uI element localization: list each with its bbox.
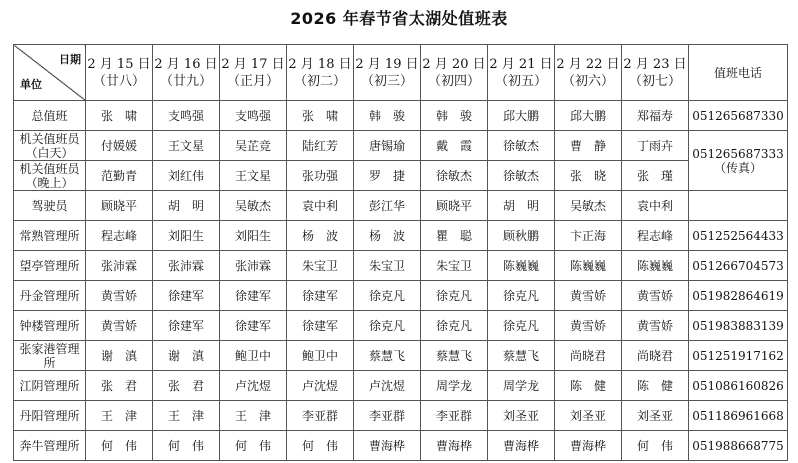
phone-cell bbox=[689, 191, 788, 221]
date-label: 2 月 15 日 bbox=[87, 56, 151, 72]
duty-person-cell: 蔡慧飞 bbox=[421, 341, 488, 371]
duty-person-cell: 黄雪娇 bbox=[622, 281, 689, 311]
table-row bbox=[14, 341, 788, 371]
phone-cell: 051086160826 bbox=[689, 371, 788, 401]
duty-person-cell: 何 伟 bbox=[86, 431, 153, 461]
duty-person-cell: 袁中利 bbox=[287, 191, 354, 221]
duty-person-cell: 支鸣强 bbox=[220, 101, 287, 131]
duty-person-cell: 邱大鹏 bbox=[555, 101, 622, 131]
unit-name: 驾驶员 bbox=[31, 198, 68, 213]
duty-person-cell: 李亚群 bbox=[421, 401, 488, 431]
duty-person-cell: 吴芷竞 bbox=[220, 131, 287, 161]
header-row bbox=[14, 45, 788, 101]
unit-name: 常熟管理所 bbox=[19, 228, 80, 243]
duty-person-cell: 曹海桦 bbox=[488, 431, 555, 461]
duty-person-cell: 黄雪娇 bbox=[555, 281, 622, 311]
lunar-label: （廿八） bbox=[92, 73, 145, 89]
duty-person-cell: 胡 明 bbox=[153, 191, 220, 221]
duty-person-cell: 韩 骏 bbox=[354, 101, 421, 131]
unit-name: 钟楼管理所 bbox=[19, 318, 80, 333]
duty-person-cell: 张沛霖 bbox=[86, 251, 153, 281]
duty-person-cell: 杨 波 bbox=[287, 221, 354, 251]
duty-person-cell: 刘圣亚 bbox=[488, 401, 555, 431]
duty-person-cell: 陈 健 bbox=[622, 371, 689, 401]
table-row bbox=[14, 191, 788, 221]
phone-cell: 051265687330 bbox=[689, 101, 788, 131]
duty-person-cell: 顾秋鹏 bbox=[488, 221, 555, 251]
duty-person-cell: 吴敏杰 bbox=[220, 191, 287, 221]
duty-person-cell: 吴敏杰 bbox=[555, 191, 622, 221]
duty-person-cell: 何 伟 bbox=[287, 431, 354, 461]
unit-name: 总值班 bbox=[31, 108, 68, 123]
table-body bbox=[14, 101, 788, 461]
date-label: 2 月 22 日 bbox=[556, 56, 620, 72]
table-row bbox=[14, 101, 788, 131]
phone-fax-cell bbox=[689, 131, 788, 191]
table-row bbox=[14, 371, 788, 401]
unit-name: 张家港管理 bbox=[19, 341, 80, 356]
unit-cell bbox=[14, 191, 86, 221]
unit-name: 江阴管理所 bbox=[19, 378, 80, 393]
duty-person-cell: 陈巍巍 bbox=[488, 251, 555, 281]
unit-name-suffix: 所 bbox=[43, 355, 56, 370]
duty-person-cell: 陈 健 bbox=[555, 371, 622, 401]
date-header bbox=[488, 45, 555, 101]
duty-person-cell: 胡 明 bbox=[488, 191, 555, 221]
phone-cell: 051983883139 bbox=[689, 311, 788, 341]
duty-person-cell: 付媛媛 bbox=[86, 131, 153, 161]
duty-person-cell: 张 晓 bbox=[555, 161, 622, 191]
page-title: 2026 年春节省太湖处值班表 bbox=[290, 9, 508, 28]
duty-person-cell: 刘圣亚 bbox=[622, 401, 689, 431]
table-row bbox=[14, 281, 788, 311]
duty-person-cell: 李亚群 bbox=[354, 401, 421, 431]
duty-person-cell: 徐克凡 bbox=[421, 311, 488, 341]
duty-person-cell: 曹海桦 bbox=[354, 431, 421, 461]
date-label: 2 月 17 日 bbox=[221, 56, 285, 72]
date-header bbox=[555, 45, 622, 101]
duty-table bbox=[13, 44, 788, 461]
date-header bbox=[622, 45, 689, 101]
duty-person-cell: 王文星 bbox=[220, 161, 287, 191]
lunar-label: （初七） bbox=[628, 73, 681, 89]
table-row bbox=[14, 311, 788, 341]
duty-person-cell: 程志峰 bbox=[622, 221, 689, 251]
duty-person-cell: 程志峰 bbox=[86, 221, 153, 251]
date-label: 2 月 19 日 bbox=[355, 56, 419, 72]
duty-person-cell: 王 津 bbox=[220, 401, 287, 431]
duty-person-cell: 张沛霖 bbox=[153, 251, 220, 281]
duty-person-cell: 鲍卫中 bbox=[287, 341, 354, 371]
duty-person-cell: 刘阳生 bbox=[220, 221, 287, 251]
table-row bbox=[14, 431, 788, 461]
duty-person-cell: 杨 波 bbox=[354, 221, 421, 251]
duty-person-cell: 鲍卫中 bbox=[220, 341, 287, 371]
duty-person-cell: 邱大鹏 bbox=[488, 101, 555, 131]
unit-name-suffix: （晚上） bbox=[25, 175, 74, 190]
unit-name: 奔牛管理所 bbox=[19, 438, 80, 453]
unit-name: 丹阳管理所 bbox=[19, 408, 80, 423]
duty-person-cell: 罗 捷 bbox=[354, 161, 421, 191]
duty-person-cell: 袁中利 bbox=[622, 191, 689, 221]
duty-person-cell: 徐克凡 bbox=[354, 311, 421, 341]
date-label: 2 月 21 日 bbox=[489, 56, 553, 72]
duty-person-cell: 刘圣亚 bbox=[555, 401, 622, 431]
unit-cell bbox=[14, 371, 86, 401]
duty-person-cell: 徐克凡 bbox=[488, 281, 555, 311]
duty-person-cell: 王 津 bbox=[153, 401, 220, 431]
duty-person-cell: 黄雪娇 bbox=[86, 281, 153, 311]
lunar-label: （初三） bbox=[360, 73, 413, 89]
duty-person-cell: 陈巍巍 bbox=[555, 251, 622, 281]
date-axis-label: 日期 bbox=[59, 53, 81, 66]
table-row bbox=[14, 251, 788, 281]
table-row bbox=[14, 401, 788, 431]
duty-person-cell: 周学龙 bbox=[421, 371, 488, 401]
phone-cell: 051982864619 bbox=[689, 281, 788, 311]
phone-cell: 051251917162 bbox=[689, 341, 788, 371]
duty-person-cell: 周学龙 bbox=[488, 371, 555, 401]
duty-person-cell: 何 伟 bbox=[220, 431, 287, 461]
date-label: 2 月 20 日 bbox=[422, 56, 486, 72]
duty-person-cell: 张 啸 bbox=[287, 101, 354, 131]
duty-person-cell: 蔡慧飞 bbox=[354, 341, 421, 371]
duty-person-cell: 瞿 聪 bbox=[421, 221, 488, 251]
phone-cell: 051266704573 bbox=[689, 251, 788, 281]
duty-person-cell: 陆红芳 bbox=[287, 131, 354, 161]
duty-person-cell: 徐克凡 bbox=[421, 281, 488, 311]
duty-person-cell: 陈巍巍 bbox=[622, 251, 689, 281]
phone-cell: 051186961668 bbox=[689, 401, 788, 431]
duty-person-cell: 曹 静 bbox=[555, 131, 622, 161]
duty-person-cell: 朱宝卫 bbox=[421, 251, 488, 281]
date-label: 2 月 23 日 bbox=[623, 56, 687, 72]
unit-cell bbox=[14, 131, 86, 161]
duty-person-cell: 徐敏杰 bbox=[421, 161, 488, 191]
unit-name-suffix: （白天） bbox=[25, 145, 74, 160]
lunar-label: （初五） bbox=[494, 73, 547, 89]
duty-person-cell: 王文星 bbox=[153, 131, 220, 161]
date-header bbox=[220, 45, 287, 101]
unit-name: 望亭管理所 bbox=[19, 258, 80, 273]
duty-person-cell: 刘阳生 bbox=[153, 221, 220, 251]
lunar-label: （初四） bbox=[427, 73, 480, 89]
table-row bbox=[14, 161, 788, 191]
duty-person-cell: 徐敏杰 bbox=[488, 131, 555, 161]
unit-cell bbox=[14, 101, 86, 131]
duty-person-cell: 彭江华 bbox=[354, 191, 421, 221]
duty-person-cell: 张沛霖 bbox=[220, 251, 287, 281]
lunar-label: （正月） bbox=[226, 73, 279, 89]
phone-cell: 051252564433 bbox=[689, 221, 788, 251]
date-header bbox=[287, 45, 354, 101]
duty-person-cell: 李亚群 bbox=[287, 401, 354, 431]
duty-person-cell: 张 啸 bbox=[86, 101, 153, 131]
date-label: 2 月 18 日 bbox=[288, 56, 352, 72]
duty-person-cell: 徐建军 bbox=[220, 281, 287, 311]
unit-cell bbox=[14, 341, 86, 371]
duty-person-cell: 卞正海 bbox=[555, 221, 622, 251]
duty-person-cell: 卢沈煜 bbox=[287, 371, 354, 401]
date-header bbox=[421, 45, 488, 101]
unit-name: 丹金管理所 bbox=[19, 288, 80, 303]
duty-person-cell: 戴 霞 bbox=[421, 131, 488, 161]
unit-cell bbox=[14, 161, 86, 191]
date-header bbox=[153, 45, 220, 101]
duty-person-cell: 张功强 bbox=[287, 161, 354, 191]
duty-person-cell: 韩 骏 bbox=[421, 101, 488, 131]
duty-person-cell: 卢沈煜 bbox=[354, 371, 421, 401]
duty-person-cell: 张 君 bbox=[153, 371, 220, 401]
duty-person-cell: 徐建军 bbox=[153, 281, 220, 311]
duty-person-cell: 黄雪娇 bbox=[86, 311, 153, 341]
duty-person-cell: 张 君 bbox=[86, 371, 153, 401]
lunar-label: （廿九） bbox=[159, 73, 212, 89]
duty-person-cell: 黄雪娇 bbox=[555, 311, 622, 341]
duty-person-cell: 何 伟 bbox=[622, 431, 689, 461]
lunar-label: （初二） bbox=[293, 73, 346, 89]
unit-cell bbox=[14, 431, 86, 461]
duty-person-cell: 支鸣强 bbox=[153, 101, 220, 131]
duty-person-cell: 唐锡瑜 bbox=[354, 131, 421, 161]
duty-person-cell: 朱宝卫 bbox=[287, 251, 354, 281]
unit-cell bbox=[14, 311, 86, 341]
unit-cell bbox=[14, 281, 86, 311]
date-label: 2 月 16 日 bbox=[154, 56, 218, 72]
date-header bbox=[354, 45, 421, 101]
duty-person-cell: 王 津 bbox=[86, 401, 153, 431]
duty-person-cell: 徐建军 bbox=[287, 281, 354, 311]
duty-person-cell: 谢 滇 bbox=[153, 341, 220, 371]
unit-cell bbox=[14, 401, 86, 431]
duty-person-cell: 尚晓君 bbox=[622, 341, 689, 371]
duty-person-cell: 曹海桦 bbox=[421, 431, 488, 461]
duty-person-cell: 徐克凡 bbox=[354, 281, 421, 311]
duty-person-cell: 曹海桦 bbox=[555, 431, 622, 461]
duty-person-cell: 徐建军 bbox=[220, 311, 287, 341]
phone-header: 值班电话 bbox=[689, 45, 788, 101]
duty-person-cell: 徐敏杰 bbox=[488, 161, 555, 191]
unit-cell bbox=[14, 221, 86, 251]
lunar-label: （初六） bbox=[561, 73, 614, 89]
duty-person-cell: 徐建军 bbox=[153, 311, 220, 341]
duty-person-cell: 郑福寿 bbox=[622, 101, 689, 131]
duty-person-cell: 何 伟 bbox=[153, 431, 220, 461]
duty-person-cell: 范勤青 bbox=[86, 161, 153, 191]
duty-person-cell: 朱宝卫 bbox=[354, 251, 421, 281]
corner-header-cell bbox=[14, 45, 86, 101]
phone-number: 051265687333 bbox=[692, 146, 784, 161]
unit-cell bbox=[14, 251, 86, 281]
duty-person-cell: 卢沈煜 bbox=[220, 371, 287, 401]
duty-person-cell: 张 瑾 bbox=[622, 161, 689, 191]
duty-person-cell: 丁雨卉 bbox=[622, 131, 689, 161]
duty-person-cell: 刘红伟 bbox=[153, 161, 220, 191]
duty-person-cell: 谢 滇 bbox=[86, 341, 153, 371]
duty-person-cell: 徐建军 bbox=[287, 311, 354, 341]
unit-name: 机关值班员 bbox=[19, 161, 80, 176]
unit-name: 机关值班员 bbox=[19, 131, 80, 146]
duty-person-cell: 徐克凡 bbox=[488, 311, 555, 341]
duty-person-cell: 蔡慧飞 bbox=[488, 341, 555, 371]
duty-person-cell: 尚晓君 bbox=[555, 341, 622, 371]
table-row bbox=[14, 131, 788, 161]
duty-person-cell: 顾晓平 bbox=[86, 191, 153, 221]
date-header bbox=[86, 45, 153, 101]
table-row bbox=[14, 221, 788, 251]
duty-person-cell: 顾晓平 bbox=[421, 191, 488, 221]
unit-axis-label: 单位 bbox=[20, 78, 42, 91]
duty-person-cell: 黄雪娇 bbox=[622, 311, 689, 341]
phone-cell: 051988668775 bbox=[689, 431, 788, 461]
fax-note: （传真） bbox=[713, 160, 762, 175]
